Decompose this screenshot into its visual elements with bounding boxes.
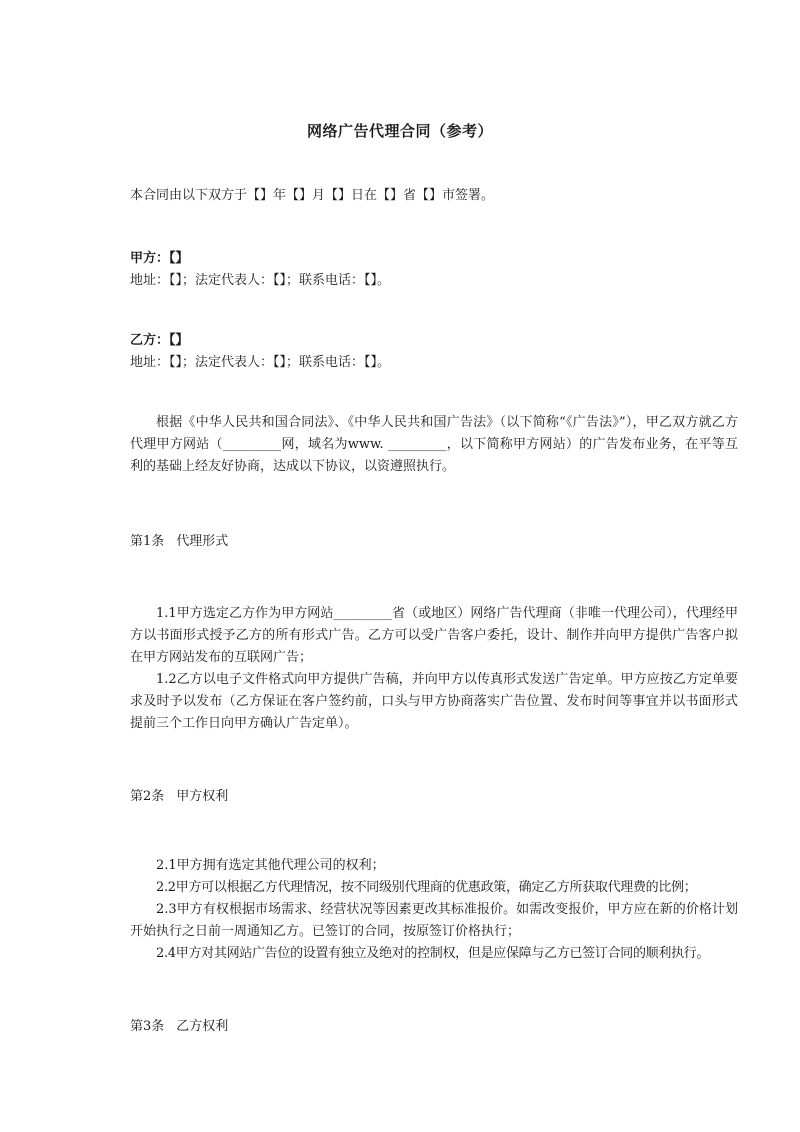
party-a-details: 地址：【】；法定代表人：【】；联系电话：【】。 <box>130 273 391 288</box>
preamble-paragraph: 根据《中华人民共和国合同法》、《中华人民共和国广告法》（以下简称“《广告法》”），甲乙双方就乙方代理甲方网站（_________网，域名为www. _________，以下简称甲方网站）的广告发布业务，在平等互利的基础上经友好协商，达成以下协议，以资遵照执行。 <box>130 415 738 474</box>
article-number: 第3条 <box>130 1019 165 1034</box>
article-title: 代理形式 <box>176 534 229 549</box>
clause-2-2: 2.2甲方可以根据乙方代理情况，按不同级别代理商的优惠政策，确定乙方所获取代理费的比例； <box>156 880 697 895</box>
article-2-heading <box>130 786 228 808</box>
document-title: 网络广告代理合同（参考） <box>306 122 493 140</box>
article-number: 第2条 <box>130 789 165 804</box>
clause-2-1: 2.1甲方拥有选定其他代理公司的权利； <box>156 858 385 873</box>
clause-1-2: 1.2乙方以电子文件格式向甲方提供广告稿，并向甲方以传真形式发送广告定单。甲方应按乙方定单要求及时予以发布（乙方保证在客户签约前，口头与甲方协商落实广告位置、发布时间等事宜并以书面形式提前三个工作日向甲方确认广告定单）。 <box>130 672 738 731</box>
clause-2-4: 2.4甲方对其网站广告位的设置有独立及绝对的控制权，但是应保障与乙方已签订合同的顺利执行。 <box>156 946 710 961</box>
clause-2-3: 2.3甲方有权根据市场需求、经营状况等因素更改其标准报价。如需改变报价，甲方应在新的价格计划开始执行之日前一周通知乙方。已签订的合同，按原签订价格执行； <box>130 902 738 939</box>
article-title: 甲方权利 <box>176 789 229 804</box>
article-title: 乙方权利 <box>176 1019 229 1034</box>
party-a-label: 甲方：【】 <box>130 251 189 266</box>
clause-1-1: 1.1甲方选定乙方作为甲方网站_________省（或地区）网络广告代理商（非唯一代理公司），代理经甲方以书面形式授予乙方的所有形式广告。乙方可以受广告客户委托，设计、制作并向甲方提供广告客户拟在甲方网站发布的互联网广告； <box>130 606 738 665</box>
intro-line: 本合同由以下双方于【】年【】月【】日在【】省【】市签署。 <box>130 188 495 203</box>
article-3-heading <box>130 1016 228 1038</box>
party-b-label: 乙方：【】 <box>130 333 189 348</box>
article-1-heading <box>130 531 228 553</box>
party-b-details: 地址：【】；法定代表人：【】；联系电话：【】。 <box>130 355 391 370</box>
article-number: 第1条 <box>130 534 165 549</box>
